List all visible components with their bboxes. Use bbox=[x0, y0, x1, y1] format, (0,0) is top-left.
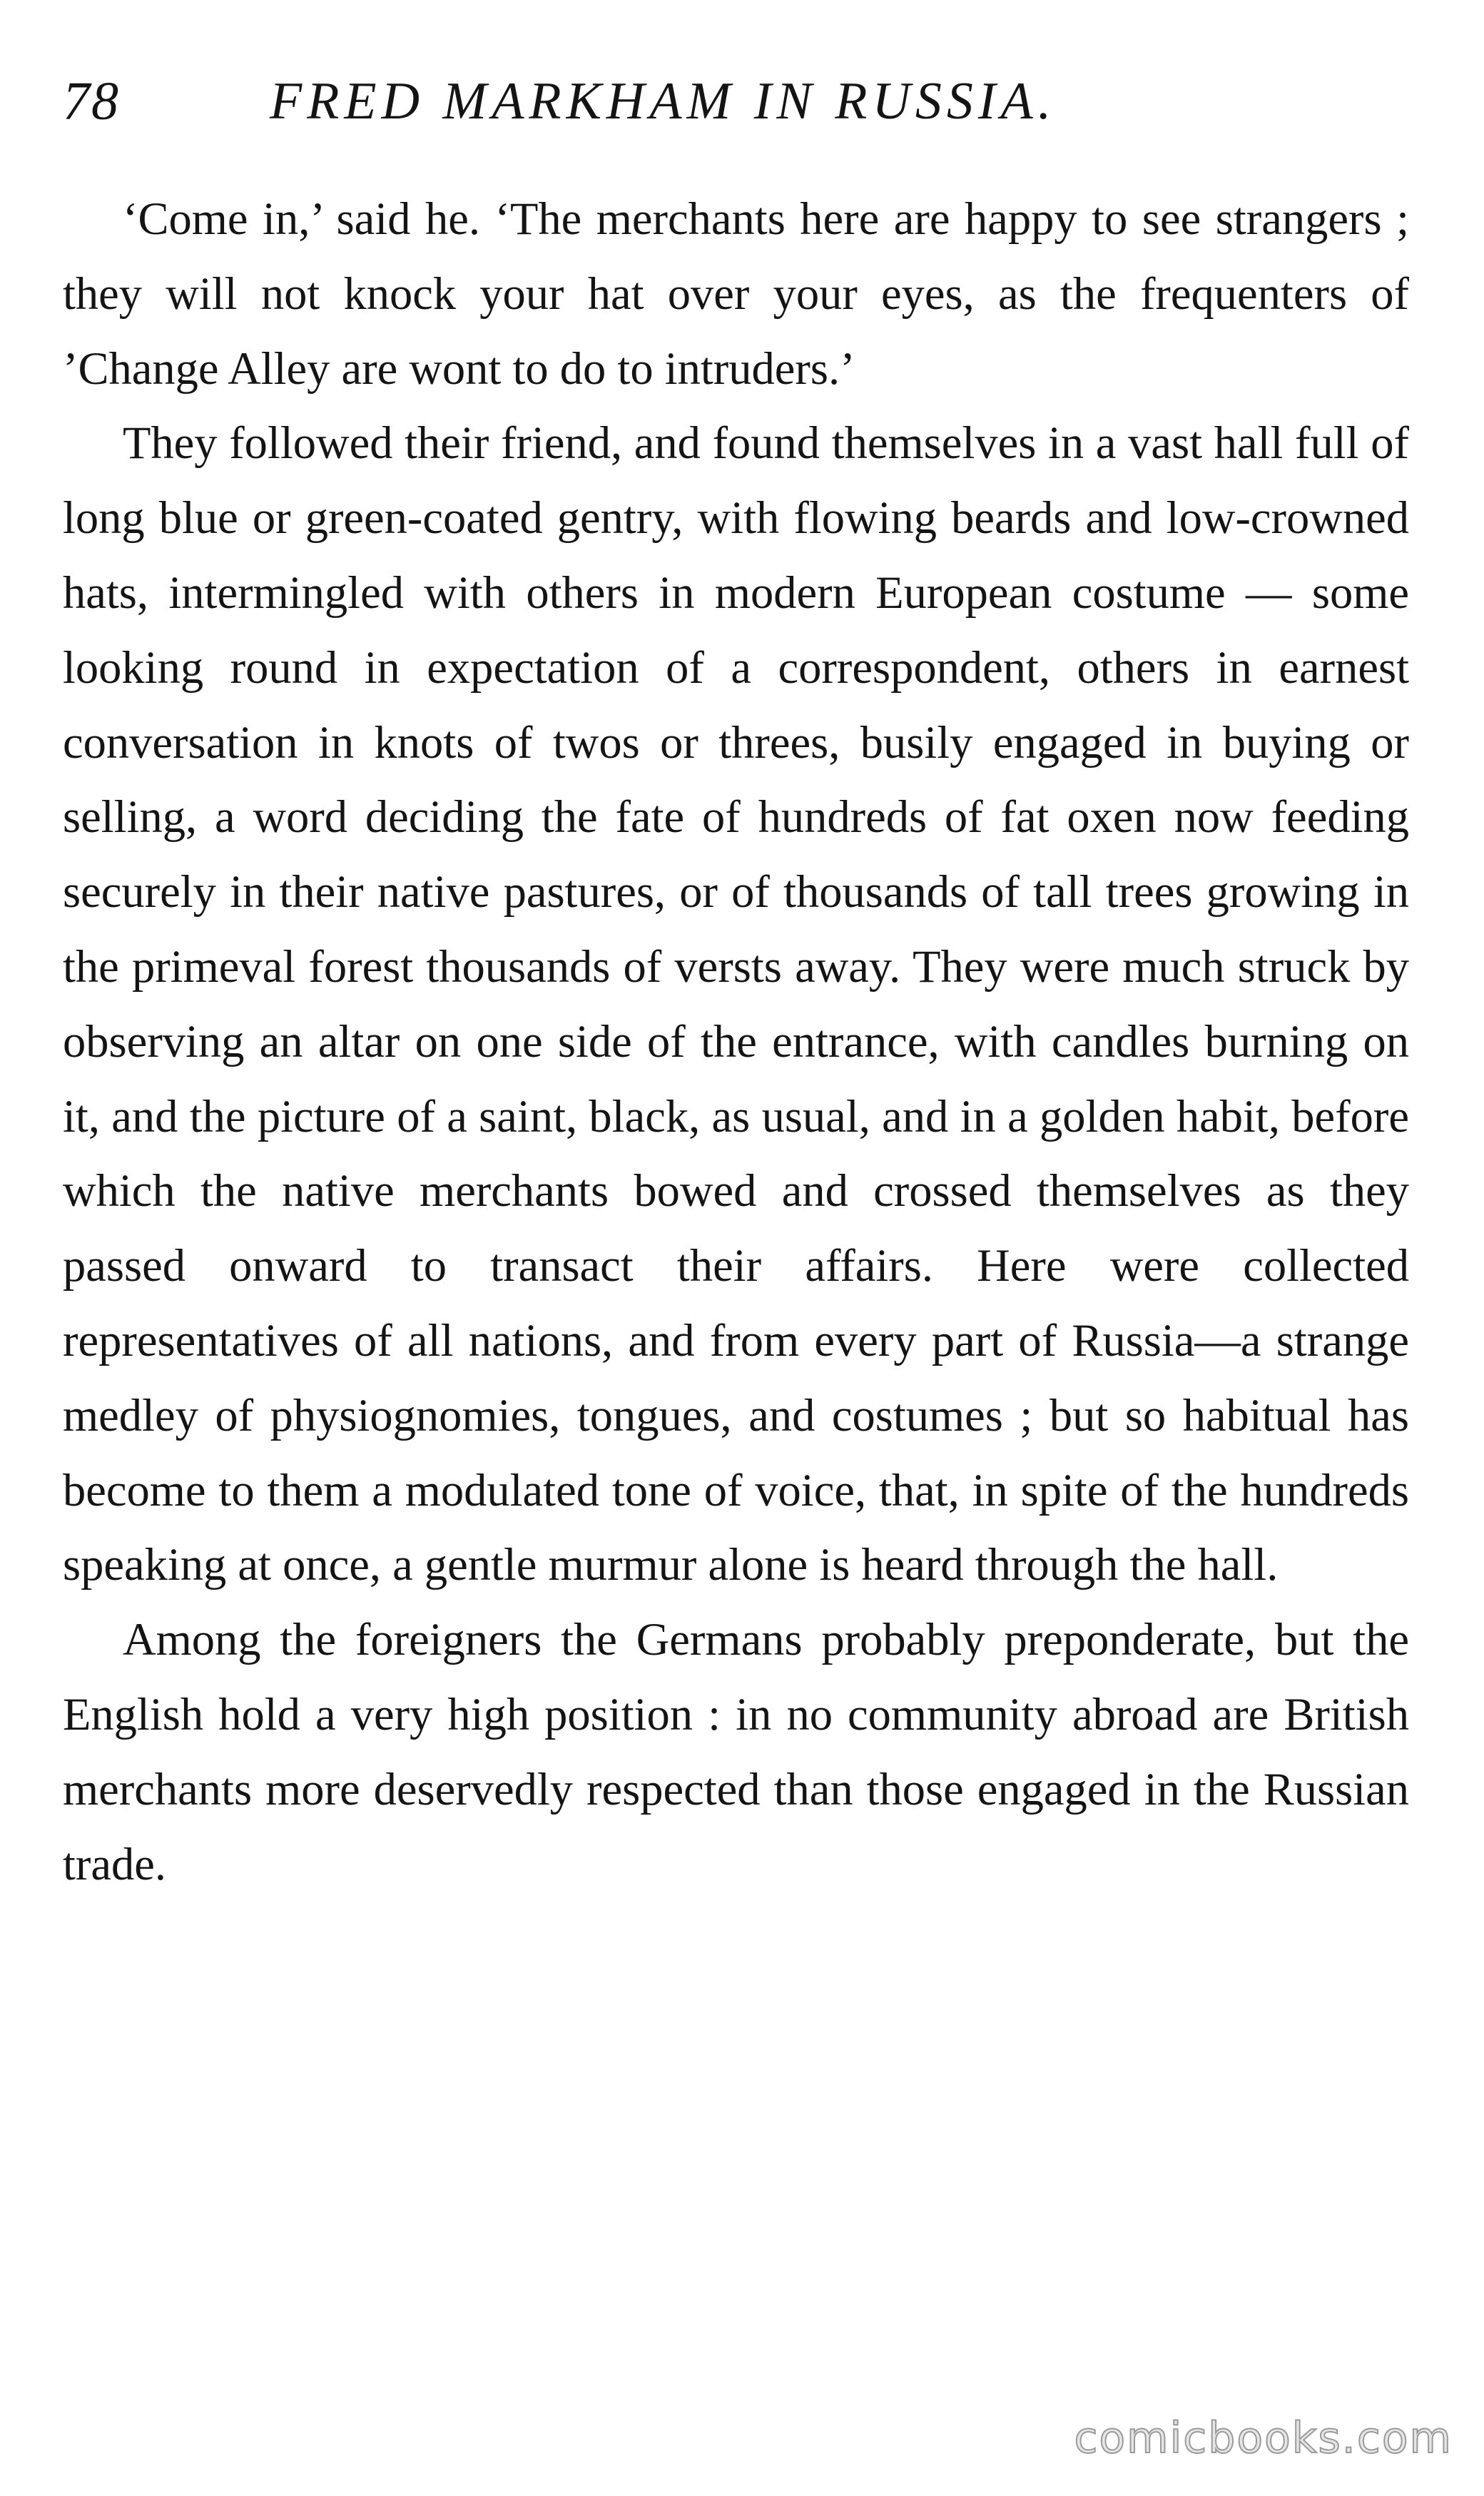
running-title: FRED MARKHAM IN RUSSIA. bbox=[270, 72, 1057, 131]
page-header bbox=[63, 66, 1421, 137]
paragraph-3: Among the foreigners the Germans probably preponderate, but the English hold a very high position : in no community abroad are British merchants more deservedly respected than those engaged in the Russian trade. bbox=[63, 1614, 1409, 1889]
paragraph-2: They followed their friend, and found themselves in a vast hall full of long blue or green-coated gentry, with flowing beards and low-crowned hats, intermingled with others in modern European costume — some looking round in expectation of a correspondent, others in earnest conversation in knots of twos or threes, busily engaged in buying or selling, a word deciding the fate of hundreds of fat oxen now feeding securely in their native pastures, or of thousands of tall trees growing in the primeval forest thousands of versts away. They were much struck by observing an altar on one side of the entrance, with candles burning on it, and the picture of a saint, black, as usual, and in a golden habit, before which the native merchants bowed and crossed themselves as they passed onward to transact their affairs. Here were collected representatives of all nations, and from every part of Russia—a strange medley of physiognomies, tongues, and costumes ; but so habitual has become to them a modulated tone of voice, that, in spite of the hundreds speaking at once, a gentle murmur alone is heard through the hall. bbox=[63, 417, 1409, 1591]
paragraph-1: ‘Come in,’ said he. ‘The merchants here are happy to see strangers ; they will not knock your hat over your eyes, as the frequenters of ’Change Alley are wont to do to intruders.’ bbox=[63, 193, 1409, 394]
watermark: comicbooks.com bbox=[1074, 2413, 1453, 2463]
page-number: 78 bbox=[63, 71, 120, 131]
body-text bbox=[63, 182, 1409, 1902]
